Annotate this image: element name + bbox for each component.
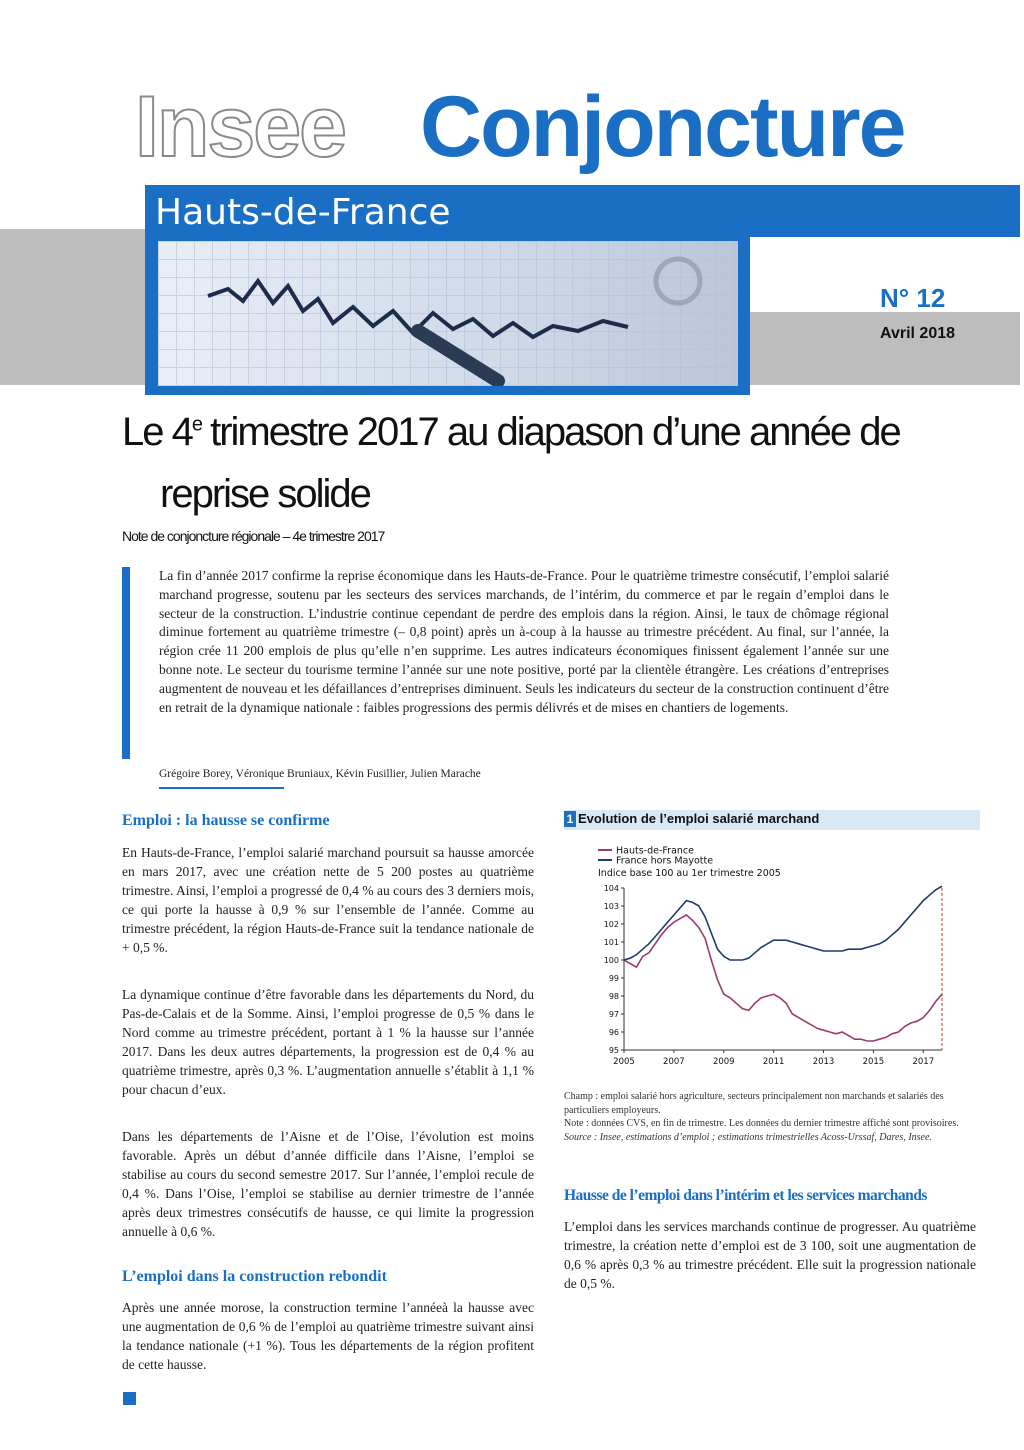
heading-interim: Hausse de l’emploi dans l’intérim et les services marchands <box>564 1187 927 1204</box>
chart-note-note: Note : données CVS, en fin de trimestre. Les données du dernier trimestre affiché sont provisoires. <box>564 1118 959 1130</box>
x-tick-label: 2011 <box>762 1057 785 1067</box>
x-tick-label: 2005 <box>613 1057 635 1067</box>
x-tick-label: 2007 <box>663 1057 685 1067</box>
heading-emploi: Emploi : la hausse se confirme <box>122 812 330 829</box>
chart-x-axis <box>613 1050 942 1067</box>
paragraph-emploi-3: Dans les départements de l’Aisne et de l’Oise, l’évolution est moins favorable. Après un début d’année difficile dans l’Aisne, l’emploi se stabilise au cours du second semestre 2017. Sur l’année, l’emploi recule de 0,4 %. Dans l’Oise, l’emploi se stabilise au dernier trimestre de l’année après deux trimestres consécutifs de hausse, ce qui limite la progression annuelle à 0,6 %. <box>122 1129 534 1239</box>
paragraph-construction: Après une année morose, la construction termine l’annéeà la hausse avec une augmentation de 0,6 % de l’emploi au quatrième trimestre suivant ainsi la tendance nationale (+1 %). Tous les départements de la région profitent de cette hausse. <box>122 1300 534 1372</box>
y-tick-label: 98 <box>608 992 619 1001</box>
page-title-line2: reprise solide <box>160 472 370 516</box>
chart-note-source: Source : Insee, estimations d’emploi ; estimations trimestrielles Acoss-Urssaf, Dares, Insee. <box>564 1131 932 1143</box>
intro-paragraph: La fin d’année 2017 confirme la reprise économique dans les Hauts-de-France. Pour le quatrième trimestre consécutif, l’emploi salarié marchand progresse, soutenu par les secteurs des services marchands, de l’intérim, du commerce et par le regain d’emploi dans le secteur de la construction. L’industrie continue cependant de perdre des emplois dans la région. Ainsi, le taux de chômage régional diminue fortement au quatrième trimestre (– 0,8 point) après un à-coup à la hausse au trimestre précédent. Au final, sur l’année, la région crée 11 200 emplois de plus qu’elle n’en supprime. Les autres indicateurs économiques finissent également l’année sur une bonne note. Le secteur du tourisme termine l’année sur une note positive, porté par la clientèle étrangère. Les créations d’entreprises augmentent de nouveau et les défaillances d’entreprises diminuent. Seuls les indicateurs du secteur de la construction continuent d’être en retrait de la dynamique nationale : faibles progressions des permis délivrés et de mises en chantiers de logements. <box>159 568 889 715</box>
legend-label: Hauts-de-France <box>616 845 694 857</box>
pen-icon <box>418 331 498 381</box>
paragraph-interim: L’emploi dans les services marchands continue de progresser. Au quatrième trimestre, la création nette d’emploi est de 3 100, soit une augmentation de 0,6 % après 0,3 % au trimestre précédent. Elle suit la progression nationale de 0,5 %. <box>564 1219 976 1291</box>
chart-y-axis <box>604 884 624 1055</box>
heading-construction: L’emploi dans la construction rebondit <box>122 1268 387 1285</box>
issue-date: Avril 2018 <box>880 325 956 342</box>
title-superscript: e <box>191 413 201 436</box>
header-blue-strip <box>750 185 1020 237</box>
x-tick-label: 2015 <box>862 1057 885 1067</box>
chart-axis-note: Indice base 100 au 1er trimestre 2005 <box>598 868 781 879</box>
chart-note-champ: Champ : emploi salarié hors agriculture, secteurs principalement non marchands et salariés des particuliers employeurs. <box>564 1091 944 1116</box>
paragraph-emploi-1: En Hauts-de-France, l’emploi salarié marchand poursuit sa hausse amorcée en mars 2017, avec une création nette de 5 200 postes au quatrième trimestre. Ainsi, l’emploi a progressé de 0,4 % au cours des 3 derniers mois, ce qui porte la hausse à 0,9 % sur l’ensemble de l’année. Comme au trimestre précédent, la région Hauts-de-France suit la tendance nationale de + 0,5 %. <box>122 845 534 955</box>
y-tick-label: 102 <box>603 920 619 929</box>
chart-legend <box>598 846 713 867</box>
photo-ink-curve <box>158 241 738 386</box>
authors-rule <box>159 787 284 789</box>
end-square-icon <box>123 1392 136 1405</box>
x-tick-label: 2017 <box>912 1057 935 1067</box>
intro-accent-bar <box>122 567 130 759</box>
region-name: Hauts-de-France <box>155 192 451 233</box>
logo-conjoncture: Conjoncture <box>420 79 905 175</box>
authors: Grégoire Borey, Véronique Bruniaux, Kévin Fusillier, Julien Marache <box>159 768 481 780</box>
y-tick-label: 99 <box>608 974 619 983</box>
y-tick-label: 96 <box>608 1028 619 1037</box>
x-tick-label: 2009 <box>712 1057 735 1067</box>
y-tick-label: 104 <box>603 884 619 893</box>
title-part1: Le 4 <box>122 410 192 454</box>
y-tick-label: 97 <box>608 1010 619 1019</box>
y-tick-label: 95 <box>608 1046 619 1055</box>
page-title <box>122 410 900 455</box>
x-tick-label: 2013 <box>812 1057 835 1067</box>
chart-plot-area <box>624 886 942 1050</box>
paragraph-emploi-2: La dynamique continue d’être favorable dans les départements du Nord, du Pas-de-Calais et de la Somme. Ainsi, l’emploi progresse de 0,5 % dans le Nord comme au trimestre précédent, portant à 1 % la hausse sur l’année 2017. Dans les deux autres départements, la progression est de 0,4 % au quatrième trimestre, après 0,3 %. L’augmentation annuelle s’établit à 1,1 % pour chacun d’eux. <box>122 987 534 1097</box>
page-subtitle: Note de conjoncture régionale – 4e trimestre 2017 <box>122 528 385 544</box>
y-tick-label: 100 <box>603 956 619 965</box>
logo-insee: Insee <box>135 79 345 175</box>
chart-notes <box>564 1090 974 1144</box>
header-gray-band-left <box>0 229 150 385</box>
chart-title: Evolution de l’emploi salarié marchand <box>578 811 820 826</box>
issue-number: N° 12 <box>880 283 946 313</box>
chart-number: 1 <box>564 811 576 827</box>
header-photo <box>158 241 738 386</box>
legend-label: France hors Mayotte <box>616 855 714 867</box>
employment-chart <box>564 838 980 1078</box>
y-tick-label: 103 <box>603 902 619 911</box>
y-tick-label: 101 <box>603 938 619 947</box>
header-gray-band-right <box>750 312 1020 385</box>
title-part2: trimestre 2017 au diapason d’une année de <box>200 410 900 454</box>
